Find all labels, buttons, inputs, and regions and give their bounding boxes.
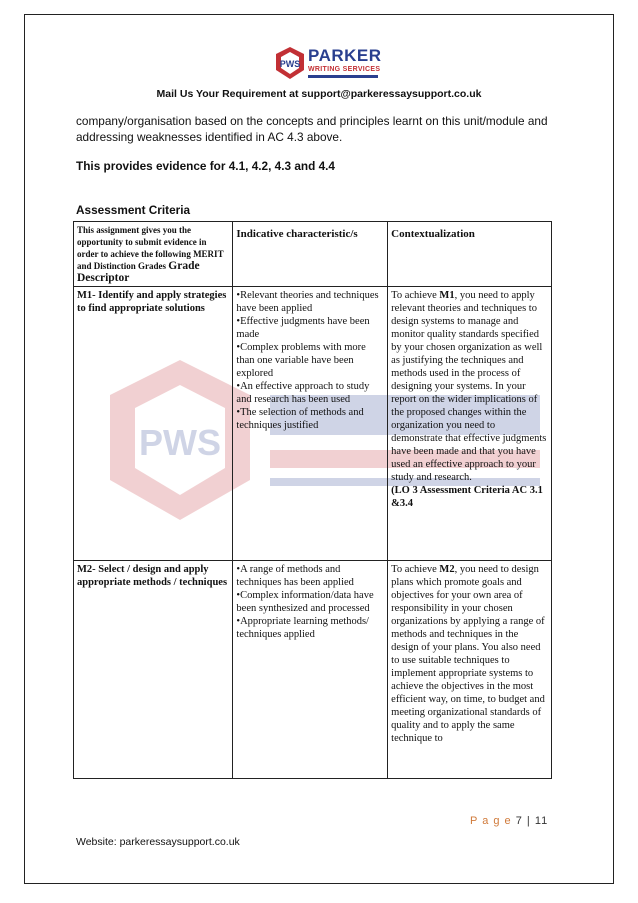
page-label: P a g e (470, 815, 512, 827)
context-text: , you need to apply relevant theories and techniques to design systems to manage and monitor quality standards specified by your chosen organization as well as justifying the techniques and methods used in the process of designing your systems. In your report on the wider implications of the proposed changes within the organization you need to demonstrate that effective judgments have been made and that you have used an effective approach to your study and research. (391, 290, 547, 483)
svg-text:PWS: PWS (279, 59, 301, 69)
context-prefix: To achieve (391, 290, 440, 301)
header-col1-big: Grade Descriptor (77, 260, 200, 284)
assessment-heading: Assessment Criteria (76, 203, 191, 217)
assessment-criteria-table (73, 221, 552, 779)
parker-logo (274, 46, 384, 88)
context-text: , you need to design plans which promote goals and objectives for your own area of responsibility in your chosen organizations by applying a range of methods and techniques in the design of your plans. You also need to use suitable techniques to implement appropriate systems to achieve the objectives in the most efficient way, on time, to budget and meeting organizational standards of quality and to apply the same technique to (391, 564, 545, 744)
context-prefix: To achieve (391, 564, 440, 575)
row-characteristics (233, 561, 388, 779)
row-descriptor: M2- Select / design and apply appropriate methods / techniques (74, 561, 233, 779)
header-contextualization: Contextualization (388, 222, 552, 287)
header-indicative: Indicative characteristic/s (233, 222, 388, 287)
list-item: •A range of methods and techniques has been applied (236, 564, 354, 588)
context-note: (LO 3 Assessment Criteria AC 3.1 &3.4 (391, 485, 543, 509)
list-item: •Effective judgments have been made (236, 316, 370, 340)
page-total: 11 (534, 815, 549, 827)
context-code: M1 (439, 290, 455, 301)
header-col1-text: This assignment gives you the opportunity to submit evidence in order to achieve the following MERIT and Distinction Grades (77, 225, 224, 271)
header-grade-descriptor (74, 222, 233, 287)
list-item: •Appropriate learning methods/ techniques applied (236, 616, 369, 640)
page-current: 7 (515, 815, 523, 827)
evidence-line: This provides evidence for 4.1, 4.2, 4.3 and 4.4 (76, 159, 335, 173)
row-descriptor: M1- Identify and apply strategies to find appropriate solutions (74, 287, 233, 561)
footer-website: Website: parkeressaysupport.co.uk (76, 836, 240, 848)
list-item: •The selection of methods and techniques justified (236, 407, 364, 431)
context-code: M2 (439, 564, 455, 575)
logo-brand: PARKER (308, 46, 382, 65)
svg-text:PWS: PWS (138, 422, 222, 463)
list-item: •Complex information/data have been synthesized and processed (236, 590, 374, 614)
logo-subtitle: WRITING SERVICES (308, 66, 381, 73)
row-characteristics (233, 287, 388, 561)
row-context (388, 287, 552, 561)
row-context (388, 561, 552, 779)
list-item: •An effective approach to study and research has been used (236, 381, 370, 405)
pws-shield-icon (274, 46, 306, 80)
mail-line: Mail Us Your Requirement at support@parkeressaysupport.co.uk (156, 88, 482, 100)
list-item: •Complex problems with more than one variable have been explored (236, 342, 366, 379)
table-row (74, 287, 552, 561)
body-paragraph: company/organisation based on the concepts and principles learnt on this unit/module and addressing weaknesses identified in AC 4.3 above. (76, 114, 548, 144)
list-item: •Relevant theories and techniques have been applied (236, 290, 379, 314)
page-number: P a g e 7 | 11 (470, 815, 549, 827)
table-row (74, 561, 552, 779)
table-header-row (74, 222, 552, 287)
logo-underline (308, 75, 378, 78)
